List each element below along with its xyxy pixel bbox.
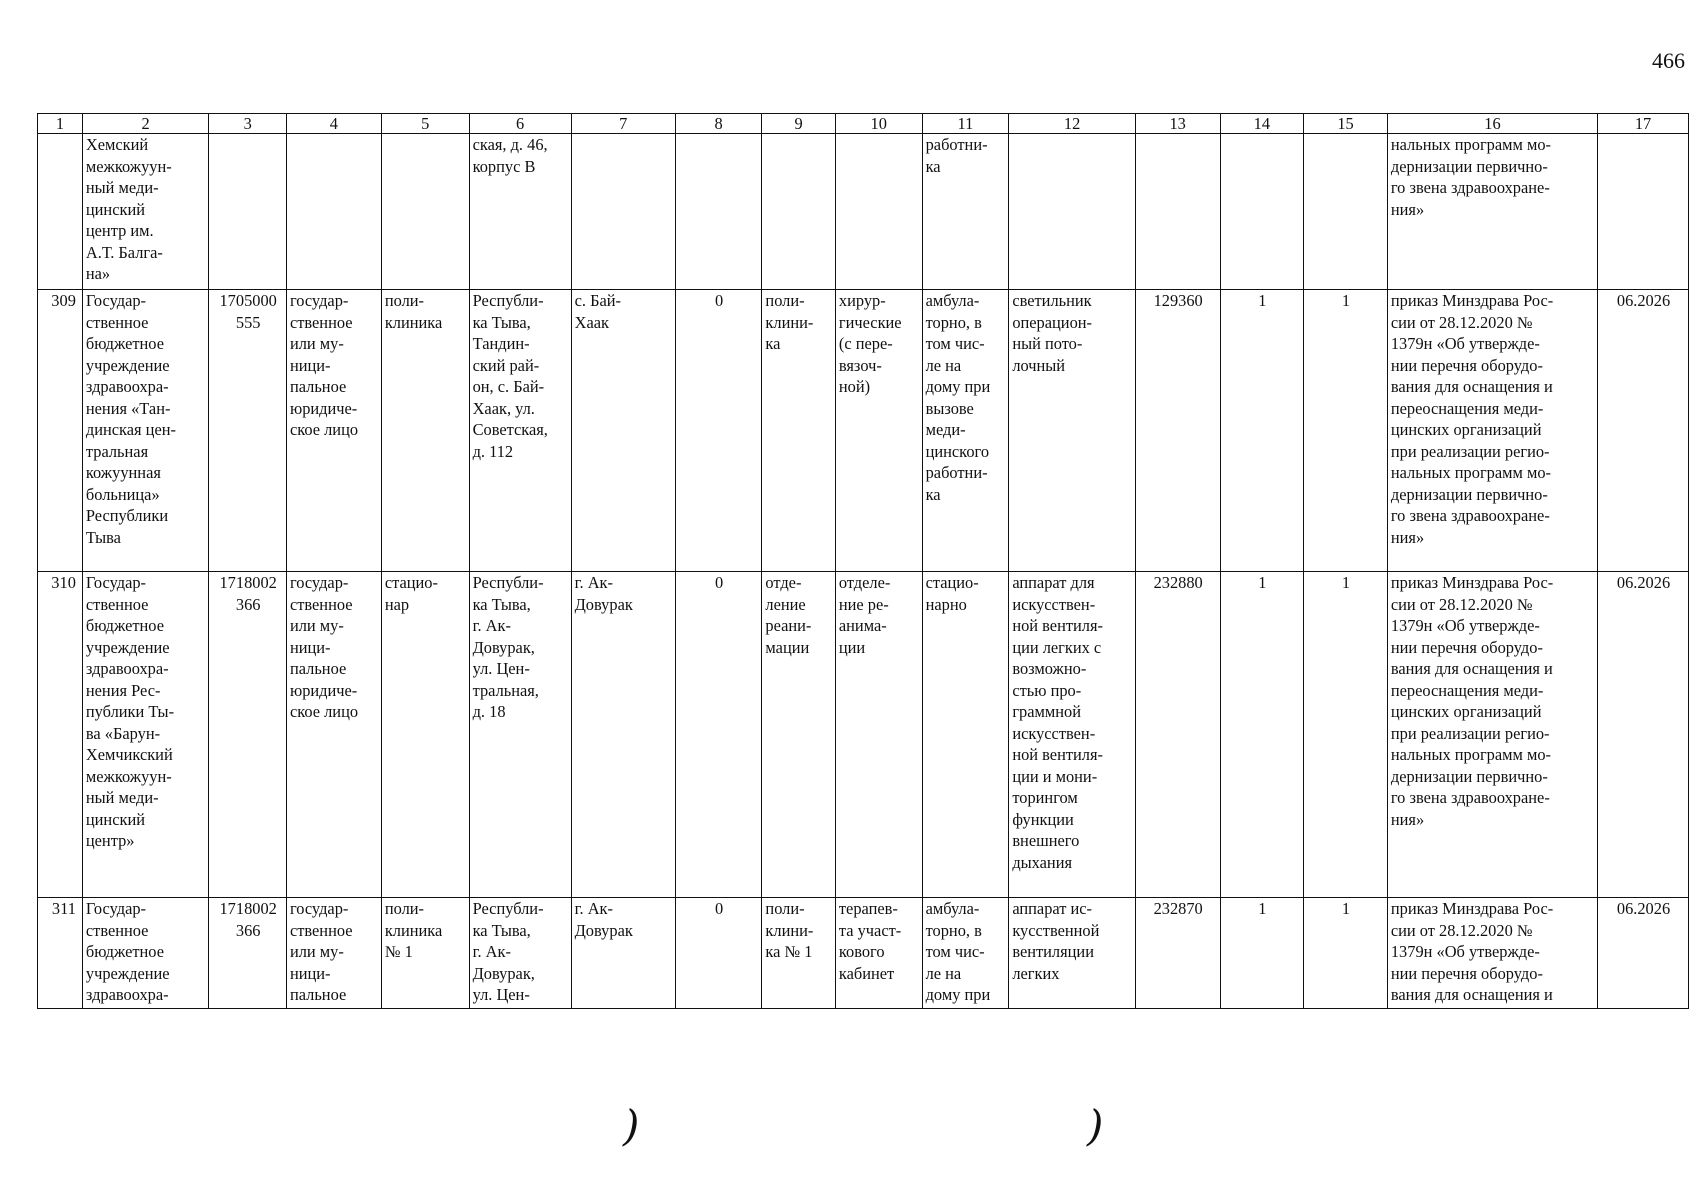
quantity-cell: 1 xyxy=(1304,572,1388,898)
settlement-cell: с. Бай- Хаак xyxy=(571,290,675,572)
equipment-code-cell: 232870 xyxy=(1135,898,1220,1009)
page-number: 466 xyxy=(1652,48,1685,73)
column-header: 5 xyxy=(381,114,469,134)
value-cell: 0 xyxy=(675,572,762,898)
row-number-cell: 310 xyxy=(38,572,83,898)
column-header: 2 xyxy=(82,114,209,134)
equipment-cell: аппарат ис- кусственной вентиляции легких xyxy=(1009,898,1136,1009)
value-cell: 0 xyxy=(675,290,762,572)
equipment-code-cell xyxy=(1135,134,1220,290)
quantity-cell: 1 xyxy=(1220,572,1304,898)
column-header: 15 xyxy=(1304,114,1388,134)
organization-cell: Государ- ственное бюджетное учреждение здравоохра- нения Рес- публики Ты- ва «Барун- Хемчикский межкожуун- ный меди- цинский центр» xyxy=(82,572,209,898)
unit-cell: поли- клиника № 1 xyxy=(381,898,469,1009)
quantity-cell: 1 xyxy=(1304,898,1388,1009)
value-cell: 0 xyxy=(675,898,762,1009)
regulation-cell: приказ Минздрава Рос- сии от 28.12.2020 № 1379н «Об утвержде- нии перечня оборудо- вания для оснащения и xyxy=(1387,898,1597,1009)
settlement-cell: г. Ак- Довурак xyxy=(571,572,675,898)
legal-form-cell xyxy=(286,134,381,290)
column-header: 16 xyxy=(1387,114,1597,134)
equipment-code-cell: 232880 xyxy=(1135,572,1220,898)
row-number-cell: 309 xyxy=(38,290,83,572)
department-cell: отде- ление реани- мации xyxy=(762,572,835,898)
header-row xyxy=(38,114,1689,134)
quantity-cell xyxy=(1304,134,1388,290)
table-row xyxy=(38,898,1689,1009)
organization-cell: Государ- ственное бюджетное учреждение здравоохра- xyxy=(82,898,209,1009)
column-header: 12 xyxy=(1009,114,1136,134)
address-cell: ская, д. 46, корпус В xyxy=(469,134,571,290)
date-cell xyxy=(1598,134,1689,290)
settlement-cell xyxy=(571,134,675,290)
address-cell: Республи- ка Тыва, г. Ак- Довурак, ул. Цен- тральная, д. 18 xyxy=(469,572,571,898)
date-cell: 06.2026 xyxy=(1598,898,1689,1009)
cabinet-cell: хирур- гические (с пере- вязоч- ной) xyxy=(835,290,922,572)
column-header: 3 xyxy=(209,114,287,134)
code-cell: 1718002 366 xyxy=(209,898,287,1009)
regulation-cell: приказ Минздрава Рос- сии от 28.12.2020 № 1379н «Об утвержде- нии перечня оборудо- вания для оснащения и переоснащения меди- цинских организаций при реализации регио- нальных программ мо- дернизации первично- го звена здравоохране- ния» xyxy=(1387,290,1597,572)
care-conditions-cell: амбула- торно, в том чис- ле на дому при xyxy=(922,898,1009,1009)
quantity-cell: 1 xyxy=(1304,290,1388,572)
value-cell xyxy=(675,134,762,290)
column-header: 8 xyxy=(675,114,762,134)
care-conditions-cell: работни- ка xyxy=(922,134,1009,290)
quantity-cell: 1 xyxy=(1220,290,1304,572)
date-cell: 06.2026 xyxy=(1598,290,1689,572)
legal-form-cell: государ- ственное или му- ници- пальное юридиче- ское лицо xyxy=(286,290,381,572)
organization-cell: Хемский межкожуун- ный меди- цинский центр им. А.Т. Балга- на» xyxy=(82,134,209,290)
code-cell: 1718002 366 xyxy=(209,572,287,898)
care-conditions-cell: амбула- торно, в том чис- ле на дому при вызове меди- цинского работни- ка xyxy=(922,290,1009,572)
equipment-code-cell: 129360 xyxy=(1135,290,1220,572)
cabinet-cell xyxy=(835,134,922,290)
equipment-cell: светильник операцион- ный пото- лочный xyxy=(1009,290,1136,572)
column-header: 17 xyxy=(1598,114,1689,134)
address-cell: Республи- ка Тыва, г. Ак- Довурак, ул. Цен- xyxy=(469,898,571,1009)
column-header: 13 xyxy=(1135,114,1220,134)
equipment-table xyxy=(37,113,1689,1009)
legal-form-cell: государ- ственное или му- ници- пальное юридиче- ское лицо xyxy=(286,572,381,898)
quantity-cell: 1 xyxy=(1220,898,1304,1009)
organization-cell: Государ- ственное бюджетное учреждение здравоохра- нения «Тан- динская цен- тральная кожуунная больница» Республики Тыва xyxy=(82,290,209,572)
equipment-cell xyxy=(1009,134,1136,290)
unit-cell xyxy=(381,134,469,290)
column-header: 4 xyxy=(286,114,381,134)
code-cell: 1705000 555 xyxy=(209,290,287,572)
care-conditions-cell: стацио- нарно xyxy=(922,572,1009,898)
column-header: 6 xyxy=(469,114,571,134)
department-cell xyxy=(762,134,835,290)
column-header: 1 xyxy=(38,114,83,134)
unit-cell: поли- клиника xyxy=(381,290,469,572)
code-cell xyxy=(209,134,287,290)
table-row xyxy=(38,572,1689,898)
column-header: 10 xyxy=(835,114,922,134)
row-number-cell xyxy=(38,134,83,290)
quantity-cell xyxy=(1220,134,1304,290)
table-row xyxy=(38,134,1689,290)
settlement-cell: г. Ак- Довурак xyxy=(571,898,675,1009)
unit-cell: стацио- нар xyxy=(381,572,469,898)
table-row xyxy=(38,290,1689,572)
cabinet-cell: терапев- та участ- кового кабинет xyxy=(835,898,922,1009)
legal-form-cell: государ- ственное или му- ници- пальное xyxy=(286,898,381,1009)
department-cell: поли- клини- ка № 1 xyxy=(762,898,835,1009)
row-number-cell: 311 xyxy=(38,898,83,1009)
regulation-cell: нальных программ мо- дернизации первично- го звена здравоохране- ния» xyxy=(1387,134,1597,290)
column-header: 11 xyxy=(922,114,1009,134)
handwritten-mark: ) xyxy=(623,1101,640,1150)
column-header: 7 xyxy=(571,114,675,134)
handwritten-mark: ) xyxy=(1087,1101,1104,1150)
date-cell: 06.2026 xyxy=(1598,572,1689,898)
address-cell: Республи- ка Тыва, Тандин- ский рай- он, с. Бай- Хаак, ул. Советская, д. 112 xyxy=(469,290,571,572)
department-cell: поли- клини- ка xyxy=(762,290,835,572)
equipment-cell: аппарат для искусствен- ной вентиля- ции легких с возможно- стью про- граммной искусствен- ной вентиля- ции и мони- торингом функции внешнего дыхания xyxy=(1009,572,1136,898)
cabinet-cell: отделе- ние ре- анима- ции xyxy=(835,572,922,898)
column-header: 9 xyxy=(762,114,835,134)
equipment-table-container xyxy=(37,113,1689,1009)
regulation-cell: приказ Минздрава Рос- сии от 28.12.2020 № 1379н «Об утвержде- нии перечня оборудо- вания для оснащения и переоснащения меди- цинских организаций при реализации регио- нальных программ мо- дернизации первично- го звена здравоохране- ния» xyxy=(1387,572,1597,898)
column-header: 14 xyxy=(1220,114,1304,134)
